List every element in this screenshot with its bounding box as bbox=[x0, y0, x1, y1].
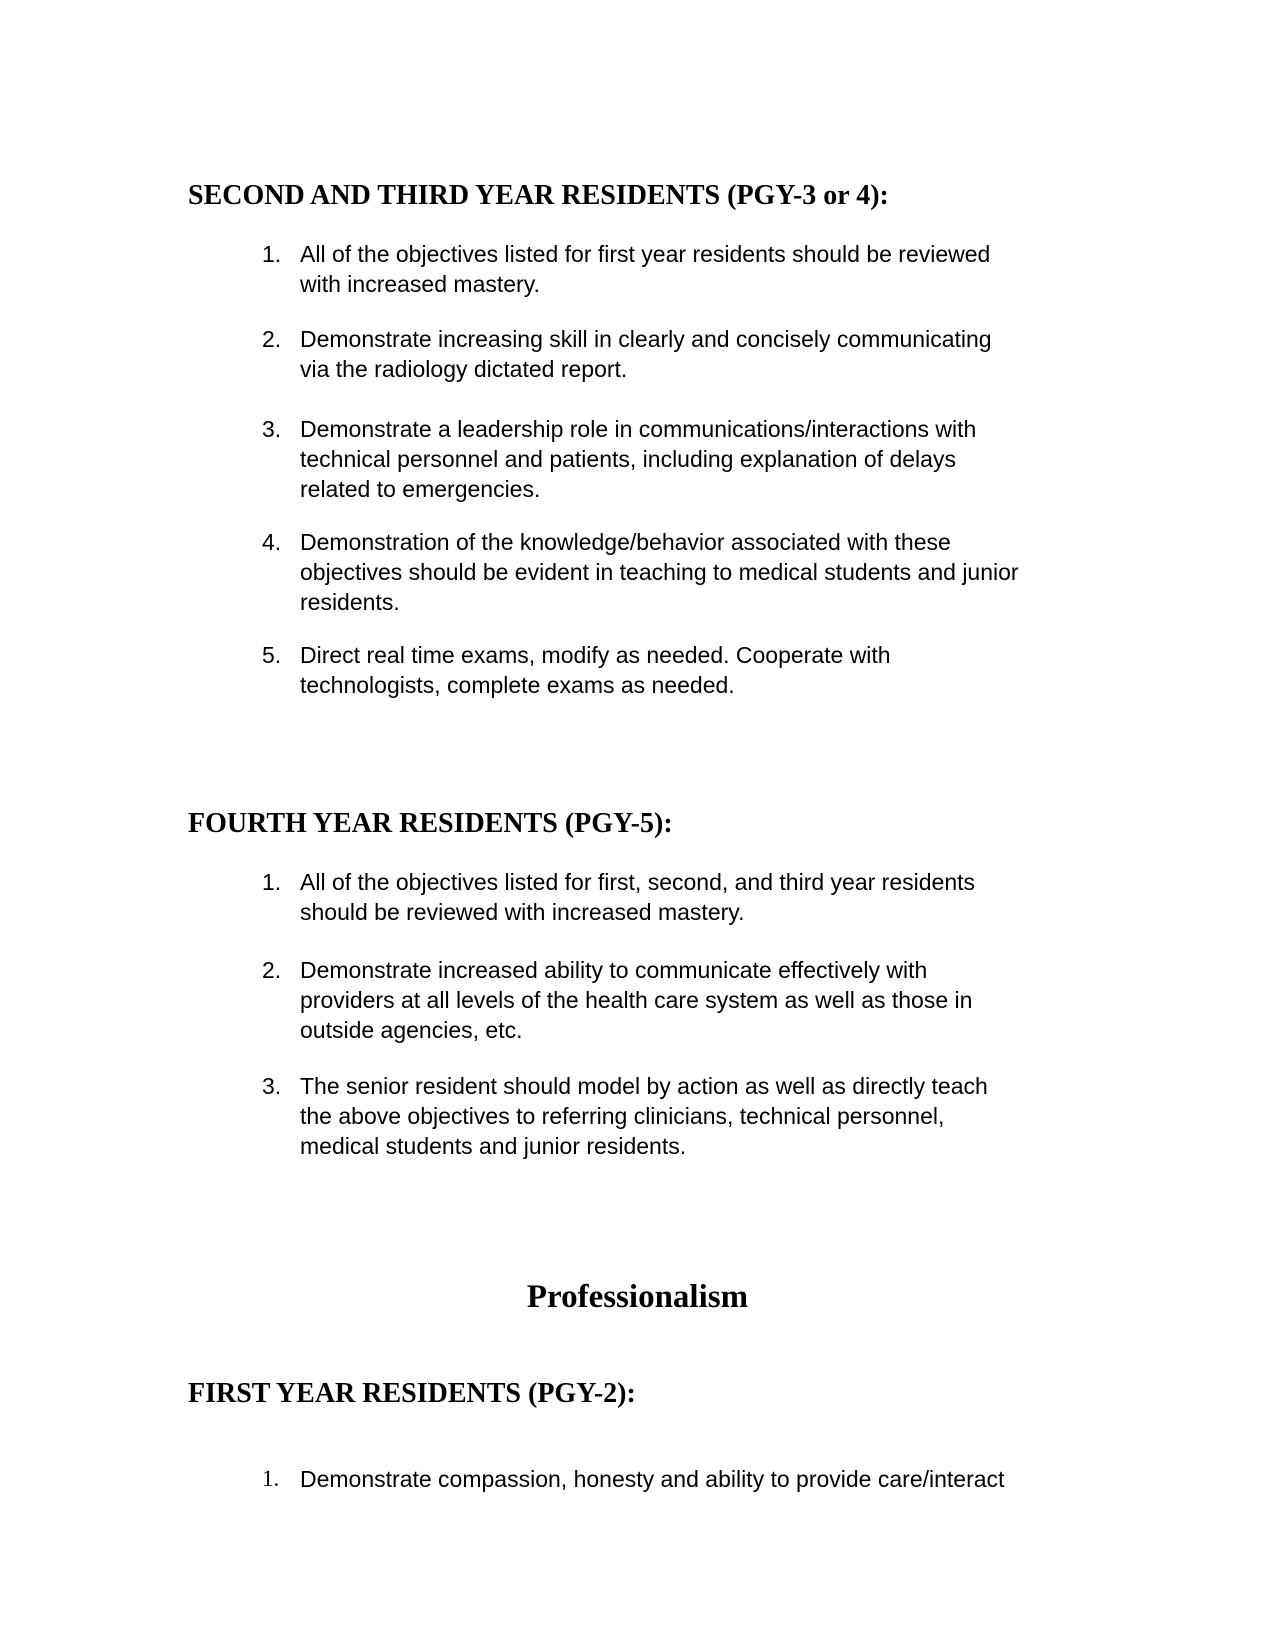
list-number: 4. bbox=[262, 529, 282, 555]
list-item-text: Demonstration of the knowledge/behavior associated with these objectives should be evident in teaching to medical students and junior residents. bbox=[300, 529, 1019, 615]
list-item-text: All of the objectives listed for first, second, and third year residents should be reviewed with increased mastery. bbox=[300, 869, 975, 925]
section-heading-pgy2: FIRST YEAR RESIDENTS (PGY-2): bbox=[188, 1378, 636, 1409]
list-item-text: Demonstrate compassion, honesty and ability to provide care/interact bbox=[300, 1466, 1005, 1492]
list-number: 2. bbox=[262, 326, 282, 352]
list-number: 1. bbox=[262, 241, 282, 267]
list-number: 5. bbox=[262, 642, 282, 668]
list-number: 3. bbox=[262, 416, 282, 442]
list-number: 3. bbox=[262, 1073, 282, 1099]
list-number: 2. bbox=[262, 957, 282, 983]
list-item-text: Demonstrate increased ability to communicate effectively with providers at all levels of the health care system as well as those in outside agencies, etc. bbox=[300, 957, 973, 1043]
list-item-text: Demonstrate a leadership role in communications/interactions with technical personnel and patients, including explanation of delays related to emergencies. bbox=[300, 416, 977, 502]
list-number: 1. bbox=[262, 1466, 280, 1491]
list-number: 1. bbox=[262, 869, 282, 895]
list-item-text: All of the objectives listed for first year residents should be reviewed with increased mastery. bbox=[300, 241, 991, 297]
section-heading-pgy3-4: SECOND AND THIRD YEAR RESIDENTS (PGY-3 or 4): bbox=[188, 180, 889, 211]
list-item-text: The senior resident should model by action as well as directly teach the above objectives to referring clinicians, technical personnel, medical students and junior residents. bbox=[300, 1073, 988, 1159]
page-title-professionalism: Professionalism bbox=[526, 1279, 749, 1315]
section-heading-pgy5: FOURTH YEAR RESIDENTS (PGY-5): bbox=[188, 808, 673, 839]
list-item-text: Direct real time exams, modify as needed. Cooperate with technologists, complete exams as needed. bbox=[300, 642, 891, 698]
list-item-text: Demonstrate increasing skill in clearly and concisely communicating via the radiology dictated report. bbox=[300, 326, 992, 382]
